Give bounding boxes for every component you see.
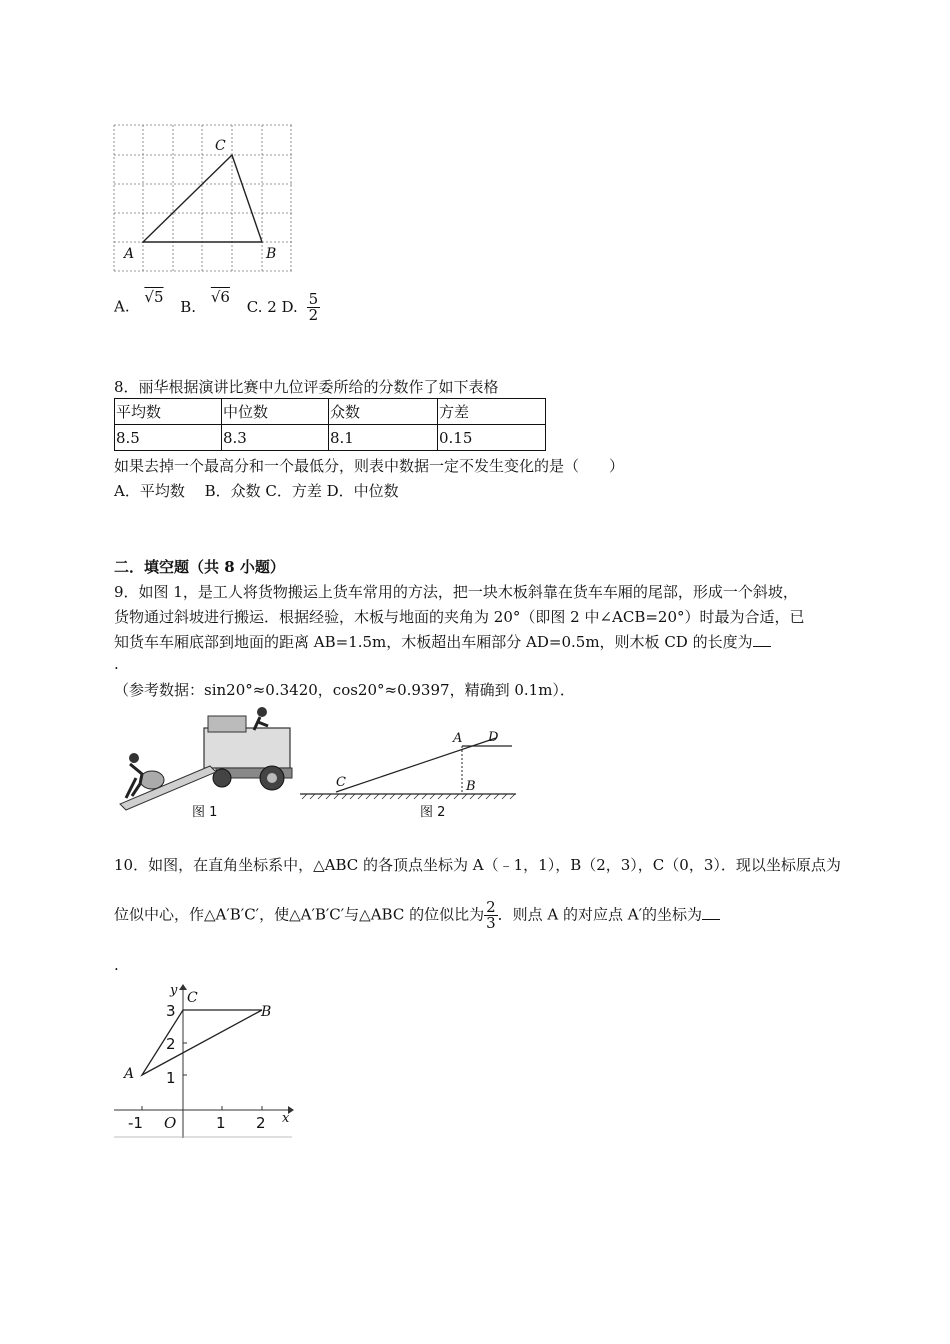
q7-option-d-num: 5 xyxy=(308,290,319,308)
q10-line-2-pre: 位似中心，作△A′B′C′，使△A′B′C′与△ABC 的位似比为 xyxy=(114,905,485,924)
x-tick-2: 2 xyxy=(256,1114,266,1132)
table-header-cell: 方差 xyxy=(438,399,546,425)
q7-option-cd: C. 2 D. xyxy=(246,297,298,316)
q7-label-b: B xyxy=(266,246,277,262)
q10-line-2 xyxy=(114,900,720,931)
table-header-cell: 众数 xyxy=(329,399,438,425)
x-tick-1: 1 xyxy=(216,1114,226,1132)
table-cell: 8.3 xyxy=(222,425,329,451)
q7-option-b-prefix: B. xyxy=(180,297,197,316)
q10-ratio-den: 3 xyxy=(486,914,496,932)
answer-blank[interactable] xyxy=(702,905,720,920)
q7-option-a-value: √5 xyxy=(144,287,164,306)
table-cell: 0.15 xyxy=(438,425,546,451)
q10-ratio-num: 2 xyxy=(486,898,496,916)
q8-options: A．平均数 B．众数 C．方差 D．中位数 xyxy=(114,482,399,500)
q9-fig2-label-b: B xyxy=(466,779,476,794)
point-a-label: A xyxy=(124,1066,135,1082)
point-b-label: B xyxy=(261,1004,272,1020)
q9-line-2: 货物通过斜坡进行搬运．根据经验，木板与地面的夹角为 20°（即图 2 中∠ACB=20°）时最为合适，已 xyxy=(114,608,805,626)
q9-line-4: . xyxy=(114,655,119,673)
table-cell: 8.5 xyxy=(115,425,222,451)
y-tick-3: 3 xyxy=(166,1002,176,1020)
table-row xyxy=(115,425,546,451)
q9-fig2-label-c: C xyxy=(336,775,346,790)
q8-stem: 8．丽华根据演讲比赛中九位评委所给的分数作了如下表格 xyxy=(114,378,499,396)
q7-grid-figure xyxy=(112,122,294,272)
q9-reference-data: （参考数据：sin20°≈0.3420，cos20°≈0.9397，精确到 0.1m）． xyxy=(114,681,575,699)
q9-fig2-label-d: D xyxy=(488,730,499,745)
q9-fig2-caption: 图 2 xyxy=(420,805,446,820)
q10-triangle-abc xyxy=(142,1010,262,1075)
table-row xyxy=(115,399,546,425)
q8-question: 如果去掉一个最高分和一个最低分，则表中数据一定不发生变化的是（ ） xyxy=(114,457,625,475)
x-axis-label: x xyxy=(282,1111,290,1126)
y-tick-2: 2 xyxy=(166,1035,176,1053)
q7-option-d-den: 2 xyxy=(308,306,319,324)
q9-fig1-caption: 图 1 xyxy=(192,805,218,820)
table-header-cell: 中位数 xyxy=(222,399,329,425)
q10-ratio-fraction xyxy=(484,900,498,931)
q9-figure-1-truck-illustration xyxy=(112,706,294,824)
q7-label-a: A xyxy=(124,246,135,262)
q7-label-c: C xyxy=(215,138,226,154)
q8-table xyxy=(114,398,546,451)
q7-options xyxy=(114,287,320,324)
q7-option-d-fraction xyxy=(307,292,321,323)
table-header-cell: 平均数 xyxy=(115,399,222,425)
section-heading: 二．填空题（共 8 小题） xyxy=(114,558,285,576)
q10-line-3: . xyxy=(114,956,119,974)
q10-line-2-post: ．则点 A 的对应点 A′的坐标为 xyxy=(497,905,703,924)
q10-coordinate-graph xyxy=(112,982,296,1138)
answer-blank[interactable] xyxy=(753,632,771,647)
y-tick-1: 1 xyxy=(166,1069,176,1087)
q7-option-b-value: √6 xyxy=(210,287,230,306)
q9-line-3 xyxy=(114,631,771,652)
q7-triangle xyxy=(143,155,262,242)
point-c-label: C xyxy=(187,990,198,1006)
q9-line-1: 9．如图 1，是工人将货物搬运上货车常用的方法，把一块木板斜靠在货车车厢的尾部，形成一个斜坡， xyxy=(114,583,798,601)
x-tick-neg1: -1 xyxy=(128,1114,143,1132)
q9-line-3-text: 知货车车厢底部到地面的距离 AB=1.5m，木板超出车厢部分 AD=0.5m，则木板 CD 的长度为 xyxy=(114,633,753,651)
origin-label: O xyxy=(164,1114,177,1132)
y-axis-label: y xyxy=(170,983,178,998)
table-cell: 8.1 xyxy=(329,425,438,451)
q10-line-1: 10．如图，在直角坐标系中，△ABC 的各顶点坐标为 A（﹣1，1），B（2，3），C（0，3）．现以坐标原点为 xyxy=(114,856,841,874)
q9-figure-2-slope-diagram xyxy=(296,724,520,824)
q9-fig2-label-a: A xyxy=(453,731,463,746)
q7-option-a-prefix: A. xyxy=(114,297,130,316)
